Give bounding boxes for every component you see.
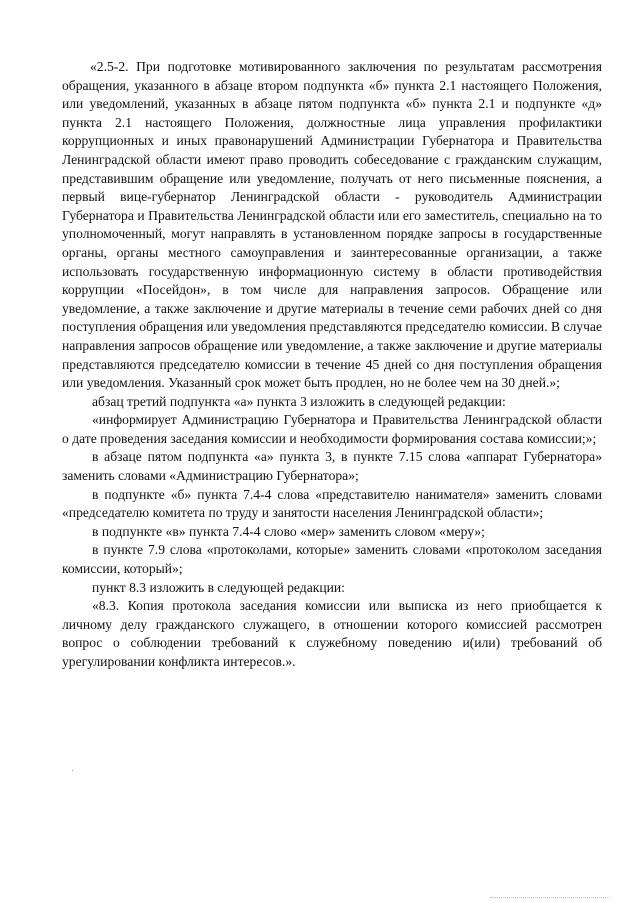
- paragraph-item-7-4-4-b: в подпункте «б» пункта 7.4-4 слова «представителю нанимателя» заменить словами «председателю комитета по труду и занятости населения Ленинградской области»;: [62, 486, 602, 521]
- paragraph-item-3a-7-15: в абзаце пятом подпункта «а» пункта 3, в пункте 7.15 слова «аппарат Губернатора» заменить словами «Администрацию Губернатора»;: [62, 449, 602, 484]
- paragraph-2-5-2: «2.5-2. При подготовке мотивированного заключения по результатам рассмотрения обращения, указанного в абзаце втором подпункта «б» пункта 2.1 настоящего Положения, или уведомлений, указанных в абзаце пятом подпункта «б» пункта 2.1 и подпункте «д» пункта 2.1 настоящего Положения, должностные лица управления профилактики коррупционных и иных правонарушений Администрации Губернатора и Правительства Ленинградской области имеют право проводить собеседование с гражданским служащим, представившим обращение или уведомление, получать от него письменные пояснения, а первый вице-губернатор Ленинградской области - руководитель Администрации Губернатора и Правительства Ленинградской области или его заместитель, специально на то уполномоченный, могут направлять в установленном порядке запросы в государственные органы, органы местного самоуправления и заинтересованные организации, а также использовать государственную информационную систему в области противодействия коррупции «Посейдон», в том числе для направления запросов. Обращение или уведомление, а также заключение и другие материалы в течение семи рабочих дней со дня поступления обращения или уведомления представляются председателю комиссии. В случае направления запросов обращение или уведомление, а также заключение и другие материалы представляются председателю комиссии в течение 45 дней со дня поступления обращения или уведомления. Указанный срок может быть продлен, но не более чем на 30 дней.»;: [62, 59, 602, 391]
- paragraph-item-7-9: в пункте 7.9 слова «протоколами, которые» заменить словами «протоколом заседания комиссии, который»;: [62, 542, 602, 577]
- document-body: [62, 58, 602, 672]
- paragraph-item-3a-text: «информирует Администрацию Губернатора и Правительства Ленинградской области о дате проведения заседания комиссии и необходимости формирования состава комиссии;»;: [62, 412, 602, 446]
- paragraph-item-8-3-text: «8.3. Копия протокола заседания комиссии или выписка из него приобщается к личному делу гражданского служащего, в отношении которого комиссией рассмотрен вопрос о соблюдении требований к служебному поведению и(или) требований об урегулировании конфликта интересов.».: [62, 598, 602, 669]
- paragraph-item-3a-intro: абзац третий подпункта «а» пункта 3 изложить в следующей редакции:: [92, 393, 506, 409]
- scan-artifact: [490, 897, 610, 899]
- scan-speck: [72, 770, 73, 771]
- paragraph-item-7-4-4-v: в подпункте «в» пункта 7.4-4 слово «мер» заменить словом «меру»;: [92, 523, 485, 539]
- paragraph-item-8-3-intro: пункт 8.3 изложить в следующей редакции:: [92, 579, 345, 595]
